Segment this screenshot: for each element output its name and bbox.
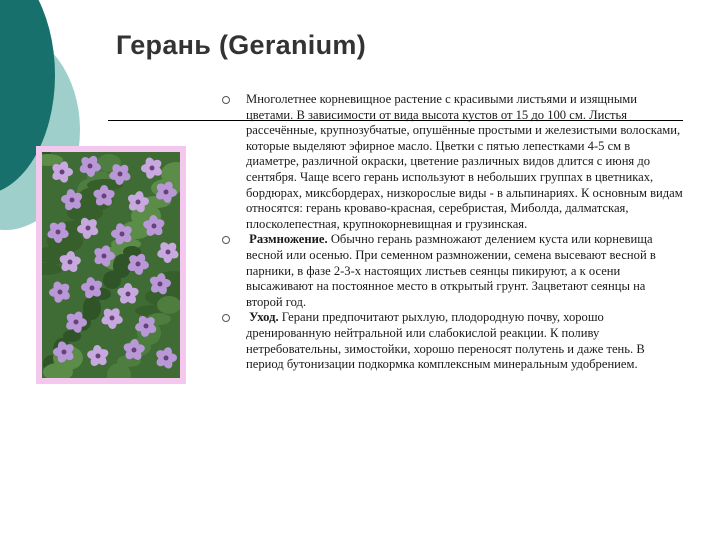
bullet-text: Многолетнее корневищное растение с красивыми листьями и изящными цветами. В зависимости от вида высота кустов от 15 до 100 см. Листья рассечённые, крупнозубчатые, опушённые простыми и железистыми волосками, которые выделяют эфирное масло. Цветки с пятью лепестками 4-5 см в диаметре, различной окраски, цветение различных видов длится с июня до сентября. Чаще всего герань используют в небольших группах в цветниках, бордюрах, миксбордерах, низкорослые виды - в альпинариях. К основным видам относятся: герань кроваво-красная, серебристая, Миболда, далматская, плосколепестная, крупнокорневищная и грузинская. xyxy=(246,92,683,231)
bullet-marker-icon xyxy=(222,236,230,244)
bullet-text: Герани предпочитают рыхлую, плодородную почву, хорошо дренированную нейтральной или слабокислой реакции. К поливу нетребовательны, зимостойки, хорошо переносят полутень и даже тень. В период бутонизации подкормка комплексным минеральным удобрением. xyxy=(246,310,645,372)
bullet-list xyxy=(222,92,684,373)
bullet-heading: Размножение. xyxy=(249,232,328,247)
bullet-text: Обычно герань размножают делением куста или корневища весной или осенью. При семенном размножении, семена высевают весной в парники, в фазе 2-3-х настоящих листьев сеянцы пикируют, а к осени высаживают на постоянное место в открытый грунт. Зацветают сеянцы на второй год. xyxy=(246,232,656,309)
geranium-photo xyxy=(36,146,186,384)
geranium-flowers-photo xyxy=(42,152,180,378)
slide-title: Герань (Geranium) xyxy=(116,30,366,60)
bullet-marker-icon xyxy=(222,96,230,104)
bullet-description xyxy=(222,92,684,232)
bullet-heading: Уход. xyxy=(249,310,279,325)
bullet-marker-icon xyxy=(222,314,230,322)
bullet-propagation xyxy=(222,232,684,310)
bullet-care xyxy=(222,310,684,372)
